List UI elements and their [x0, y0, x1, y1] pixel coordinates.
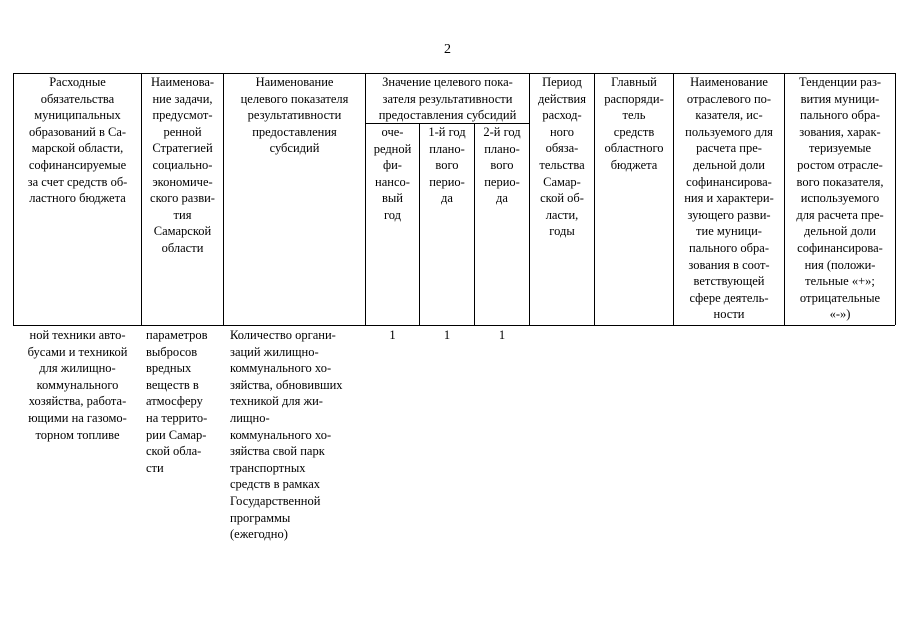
row-task-text: параметров выбросов вредных веществ в атмосферу на террито- рии Самар- ской обла- сти — [146, 328, 208, 475]
row-expenditure-text: ной техники авто- бусами и техникой для жилищно- коммунального хозяйства, работа- ющими на газомо- торном топливе — [27, 328, 128, 442]
header-plan-year-1: 1-й год плано- вого перио- да — [428, 125, 466, 206]
page-number: 2 — [444, 42, 451, 57]
header-current-year: оче- редной фи- нансо- вый год — [373, 125, 412, 222]
header-indicator-name: Наименование целевого показателя результативности предоставления субсидий — [240, 75, 349, 156]
header-expenditure-obligations: Расходные обязательства муниципальных образований в Са- марской области, софинансируемые за счет средств об- ластного бюджета — [27, 75, 128, 206]
header-development-trends: Тенденции раз- вития муници- пального обра- зования, харак- теризуемые ростом отрасле- вого показателя, используемого для расчета пре- дельной доли софинансирова- ния (положи- тельные «+»; отрицательные «-») — [796, 75, 884, 322]
header-target-value-group: Значение целевого пока- зателя результативности предоставления субсидий — [378, 75, 517, 123]
row-indicator-text: Количество органи- заций жилищно- коммунального хо- зяйства, обновивших техникой для жи- лищно- коммунального хо- зяйства свой парк транспортных средств в рамках Государственной программы (ежегодно) — [230, 328, 343, 542]
header-chief-administrator: Главный распоряди- тель средств областного бюджета — [604, 75, 664, 172]
header-bottom-border — [13, 325, 895, 326]
header-validity-period: Период действия расход- ного обяза- тельства Самар- ской об- ласти, годы — [538, 75, 586, 239]
header-task-name: Наименова- ние задачи, предусмот- ренной Стратегией социально- экономиче- ского разви- тия Самарской области — [150, 75, 215, 255]
row-value-current-year: 1 — [389, 328, 396, 342]
col-border-right — [895, 73, 896, 325]
row-value-plan-year-1: 1 — [443, 328, 451, 342]
header-sector-indicator: Наименование отраслевого по- казателя, ис- пользуемого для расчета пре- дельной доли софинансирова- ния и характери- зующего разви- тие муници- пального обра- зования в соот- ветствующей сфере деятель- ности — [684, 75, 774, 322]
row-value-plan-year-2: 1 — [498, 328, 506, 342]
header-plan-year-2: 2-й год плано- вого перио- да — [483, 125, 521, 206]
